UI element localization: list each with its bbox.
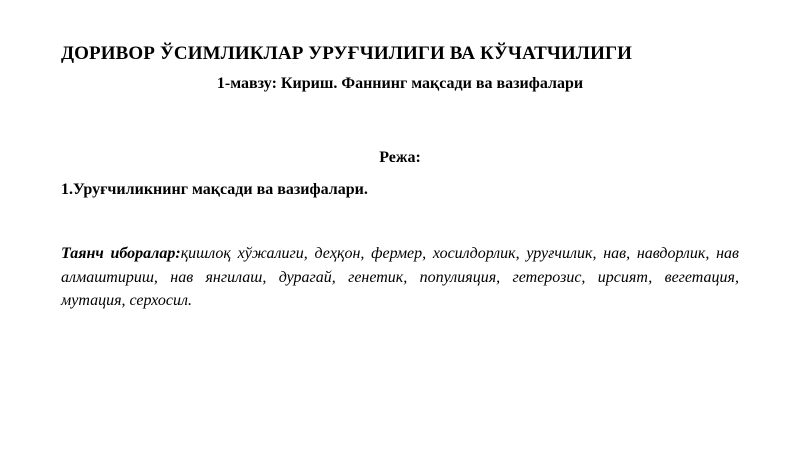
keywords-text: қишлоқ хўжалиги, деҳқон, фермер, хосилдорлик, уруғчилик, нав, навдорлик, нав алмаштириш, нав янгилаш, дурагай, генетик, популияция, гетерозис, ирсият, вегетация, мутация, серхосил.	[61, 245, 739, 309]
plan-heading: Режа:	[379, 149, 421, 166]
plan-item: 1.Уруғчиликнинг мақсади ва вазифалари.	[61, 181, 368, 198]
document-title: ДОРИВОР ЎСИМЛИКЛАР УРУҒЧИЛИГИ ВА КЎЧАТЧИЛИГИ	[61, 43, 633, 64]
document-subtitle: 1-мавзу: Кириш. Фаннинг мақсади ва вазифалари	[216, 75, 584, 92]
keywords-paragraph	[61, 242, 739, 313]
keywords-label: Таянч иборалар:	[61, 245, 181, 262]
